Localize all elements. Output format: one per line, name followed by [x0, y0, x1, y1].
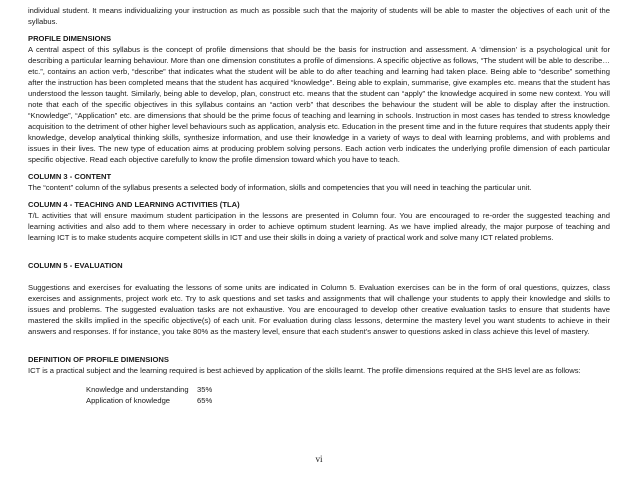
- dimension-label: Application of knowledge: [86, 396, 171, 405]
- column-3-paragraph: The “content” column of the syllabus presents a selected body of information, skills and competencies that you will need in teaching the particular unit.: [28, 183, 532, 192]
- profile-dimensions-paragraph: A central aspect of this syllabus is the concept of profile dimensions that should be the basis for instruction and assessment. A ‘dimension’ is a psychological unit for describing a particular learning behaviour. More than one dimension constitutes a profile of dimensions. A specific objective as follows, “The student will be able to describe…etc.”, contains an action verb, “describe” that indicates what the student will be able to do after teaching and learning had taken place. Being able to “describe” something after the instruction has been completed means that the student has acquired “knowledge”. Being able to explain, summarise, give examples etc. means that the student has understood the lesson taught. Similarly, being able to develop, plan, construct etc. means that the student can “apply” the knowledge acquired in some new context. You will note that each of the specific objectives in this syllabus contains an “action verb” that describes the behaviour the student will be able to display after the instruction. “Knowledge”, “Application” etc. are dimensions that should be the prime focus of teaching and learning in schools. Instruction in most cases has tended to stress knowledge acquisition to the detriment of other higher level behaviours such as application, analysis etc. Education in the present time and in the future requires that students apply their knowledge, develop analytical thinking skills, synthesize information, and use their knowledge in a variety of ways to deal with learning problems, and with problems and issues in their lives. The new type of education aims at producing problem solving persons. Each action verb indicates the underlying profile dimension of each particular specific objective. Read each objective carefully to know the profile dimension toward which you have to teach.: [28, 45, 610, 164]
- column-5-paragraph: Suggestions and exercises for evaluating the lessons of some units are indicated in Column 5. Evaluation exercises can be in the form of oral questions, quizzes, class exercises and assignments, project work etc. Try to ask questions and set tasks and assignments that will challenge your students to apply their knowledge and skills to issues and problems. The suggested evaluation tasks are not exhaustive. You are encouraged to develop other creative evaluation tasks to ensure that students have mastered the skills implied in the specific objective(s) of each unit. For evaluation during class lessons, determine the mastery level you want students to achieve in their answers and responses. If for instance, you take 80% as the mastery level, ensure that each student’s answer to questions asked in class achieve this level of mastery.: [28, 283, 610, 336]
- dimension-list: [86, 384, 610, 406]
- dimension-row: [86, 384, 610, 395]
- dimension-row: [86, 395, 610, 406]
- page-number: vi: [315, 454, 323, 464]
- definition-paragraph: ICT is a practical subject and the learning required is best achieved by application of the skills learnt. The profile dimensions required at the SHS level are as follows:: [28, 366, 581, 375]
- section-heading-column-5: COLUMN 5 - EVALUATION: [28, 261, 123, 270]
- dimension-value: 65%: [197, 396, 213, 405]
- dimension-label: Knowledge and understanding: [86, 385, 189, 394]
- column-4-paragraph: T/L activities that will ensure maximum student participation in the lessons are presented in Column four. You are encouraged to re-order the suggested teaching and learning activities and also add to them where necessary in order to achieve optimum student learning. As we have implied already, the major purpose of teaching and learning ICT is to make students acquire competent skills in ICT and use their skills in doing a variety of practical work and solve many ICT related problems.: [28, 211, 610, 242]
- section-heading-column-3: COLUMN 3 - CONTENT: [28, 172, 112, 181]
- section-heading-profile-dimensions: PROFILE DIMENSIONS: [28, 34, 112, 43]
- section-heading-column-4: COLUMN 4 - TEACHING AND LEARNING ACTIVITIES (TLA): [28, 200, 240, 209]
- section-heading-definition: DEFINITION OF PROFILE DIMENSIONS: [28, 355, 169, 364]
- dimension-value: 35%: [197, 385, 213, 394]
- intro-paragraph: individual student. It means individualizing your instruction as much as possible such that the majority of students will be able to master the objectives of each unit of the syllabus.: [28, 6, 610, 26]
- document-page: [28, 5, 610, 406]
